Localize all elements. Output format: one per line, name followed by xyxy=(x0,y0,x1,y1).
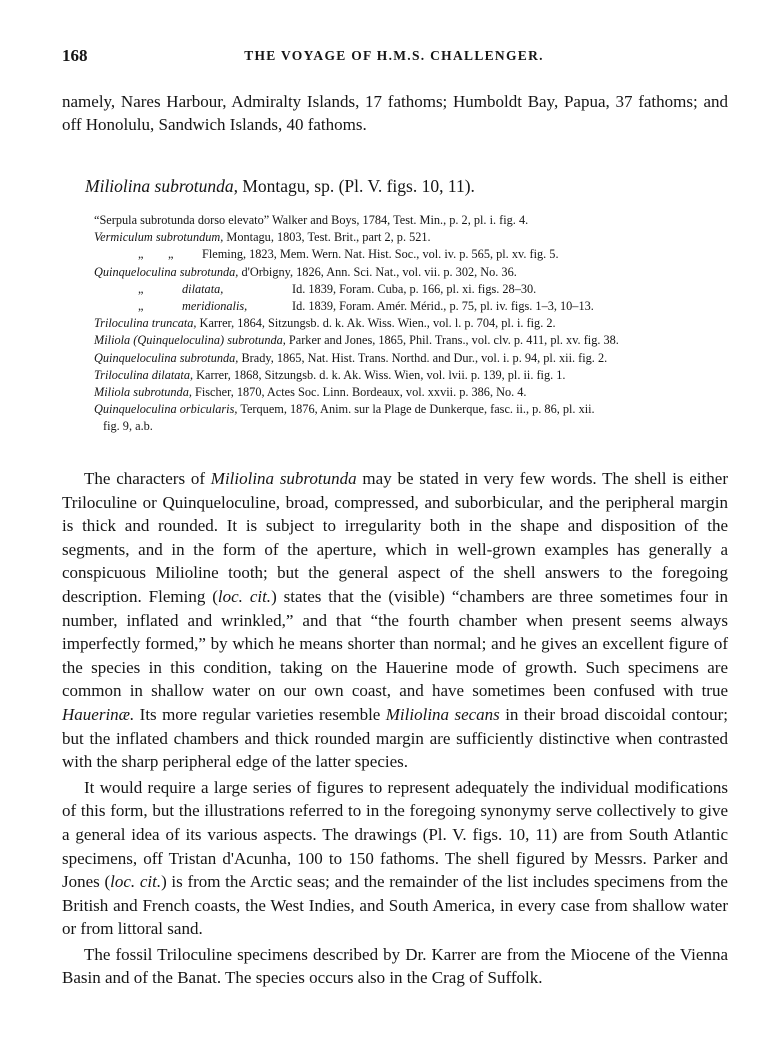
synonymy-entry: Vermiculum subrotundum, Montagu, 1803, Test. Brit., part 2, p. 521. xyxy=(94,230,431,245)
synonymy-entry: „ dilatata, Id. 1839, Foram. Cuba, p. 166, pl. xi. figs. 28–30. xyxy=(138,281,537,296)
synonymy-entry: fig. 9, a.b. xyxy=(103,419,153,434)
body-text xyxy=(62,467,728,990)
page-number: 168 xyxy=(62,46,88,65)
synonymy-entry: Triloculina truncata, Karrer, 1864, Sitzungsb. d. k. Ak. Wiss. Wien., vol. l. p. 704, pl. i. fig. 2. xyxy=(94,316,556,331)
synonymy-entry: Quinqueloculina orbicularis, Terquem, 1876, Anim. sur la Plage de Dunkerque, fasc. ii., p. 86, pl. xii. xyxy=(94,402,595,417)
running-title: THE VOYAGE OF H.M.S. CHALLENGER. xyxy=(244,48,544,63)
paragraph-2: It would require a large series of figures to represent adequately the individual modifications of this form, but the illustrations referred to in the foregoing synonymy serve collectively to give a general idea of its various aspects. The drawings (Pl. V. figs. 10, 11) are from South Atlantic specimens, off Tristan d'Acunha, 100 to 150 fathoms. The shell figured by Messrs. Parker and Jones (loc. cit.) is from the Arctic seas; and the remainder of the list includes specimens from the British and French coasts, the West Indies, and South America, in every case from shallow water or from littoral sand. xyxy=(62,777,728,939)
synonymy-entry: Quinqueloculina subrotunda, Brady, 1865, Nat. Hist. Trans. Northd. and Dur., vol. i. p. 94, pl. xii. fig. 2. xyxy=(94,350,608,365)
continuation-paragraph: namely, Nares Harbour, Admiralty Islands, 17 fathoms; Humboldt Bay, Papua, 37 fathoms; and off Honolulu, Sandwich Islands, 40 fathoms. xyxy=(62,92,728,134)
paragraph-1: The characters of Miliolina subrotunda may be stated in very few words. The shell is either Triloculine or Quinqueloculine, broad, compressed, and suborbicular, and the peripheral margin is thick and rounded. It is subject to irregularity both in the shape and disposition of the segments, and in the form of the aperture, which in well-grown examples has generally a conspicuous Milioline tooth; but the general aspect of the shell answers to the foregoing description. Fleming (loc. cit.) states that the (visible) “chambers are three sometimes four in number, inflated and wrinkled,” and that “the fourth chamber when present seems always imperfectly formed,” by which he means shorter than normal; and he gives an excellent figure of the species in this condition, taking on the Hauerine mode of growth. Such specimens are common in shallow water on our own coast, and have sometimes been confused with true Hauerinæ. Its more regular varieties resemble Miliolina secans in their broad discoidal contour; but the inflated chambers and thick rounded margin are sufficiently distinctive when contrasted with the sharp peripheral edge of the latter species. xyxy=(62,469,729,772)
synonymy-entry: Miliola (Quinqueloculina) subrotunda, Parker and Jones, 1865, Phil. Trans., vol. clv. p. 411, pl. xv. fig. 38. xyxy=(94,333,619,348)
species-heading xyxy=(85,176,475,197)
synonymy-entry: Miliola subrotunda, Fischer, 1870, Actes Soc. Linn. Bordeaux, vol. xxvii. p. 386, No. 4. xyxy=(94,385,527,400)
synonymy-entry: „ „ Fleming, 1823, Mem. Wern. Nat. Hist. Soc., vol. iv. p. 565, pl. xv. fig. 5. xyxy=(138,247,559,262)
species-name: Miliolina subrotunda, xyxy=(85,176,238,196)
synonymy-entry: „ meridionalis, Id. 1839, Foram. Amér. Mérid., p. 75, pl. iv. figs. 1–3, 10–13. xyxy=(138,299,594,314)
page-header xyxy=(62,46,726,70)
species-authority: Montagu, sp. (Pl. V. figs. 10, 11). xyxy=(237,176,475,196)
synonymy-list xyxy=(94,212,728,436)
synonymy-entry: Triloculina dilatata, Karrer, 1868, Sitzungsb. d. k. Ak. Wiss. Wien, vol. lvii. p. 139, pl. ii. fig. 1. xyxy=(94,367,566,382)
synonymy-entry: Quinqueloculina subrotunda, d'Orbigny, 1826, Ann. Sci. Nat., vol. vii. p. 302, No. 36. xyxy=(94,264,517,279)
paragraph-3: The fossil Triloculine specimens described by Dr. Karrer are from the Miocene of the Vienna Basin and of the Banat. The species occurs also in the Crag of Suffolk. xyxy=(62,944,728,988)
synonymy-entry: “Serpula subrotunda dorso elevato” Walker and Boys, 1784, Test. Min., p. 2, pl. i. fig. 4. xyxy=(94,213,529,227)
